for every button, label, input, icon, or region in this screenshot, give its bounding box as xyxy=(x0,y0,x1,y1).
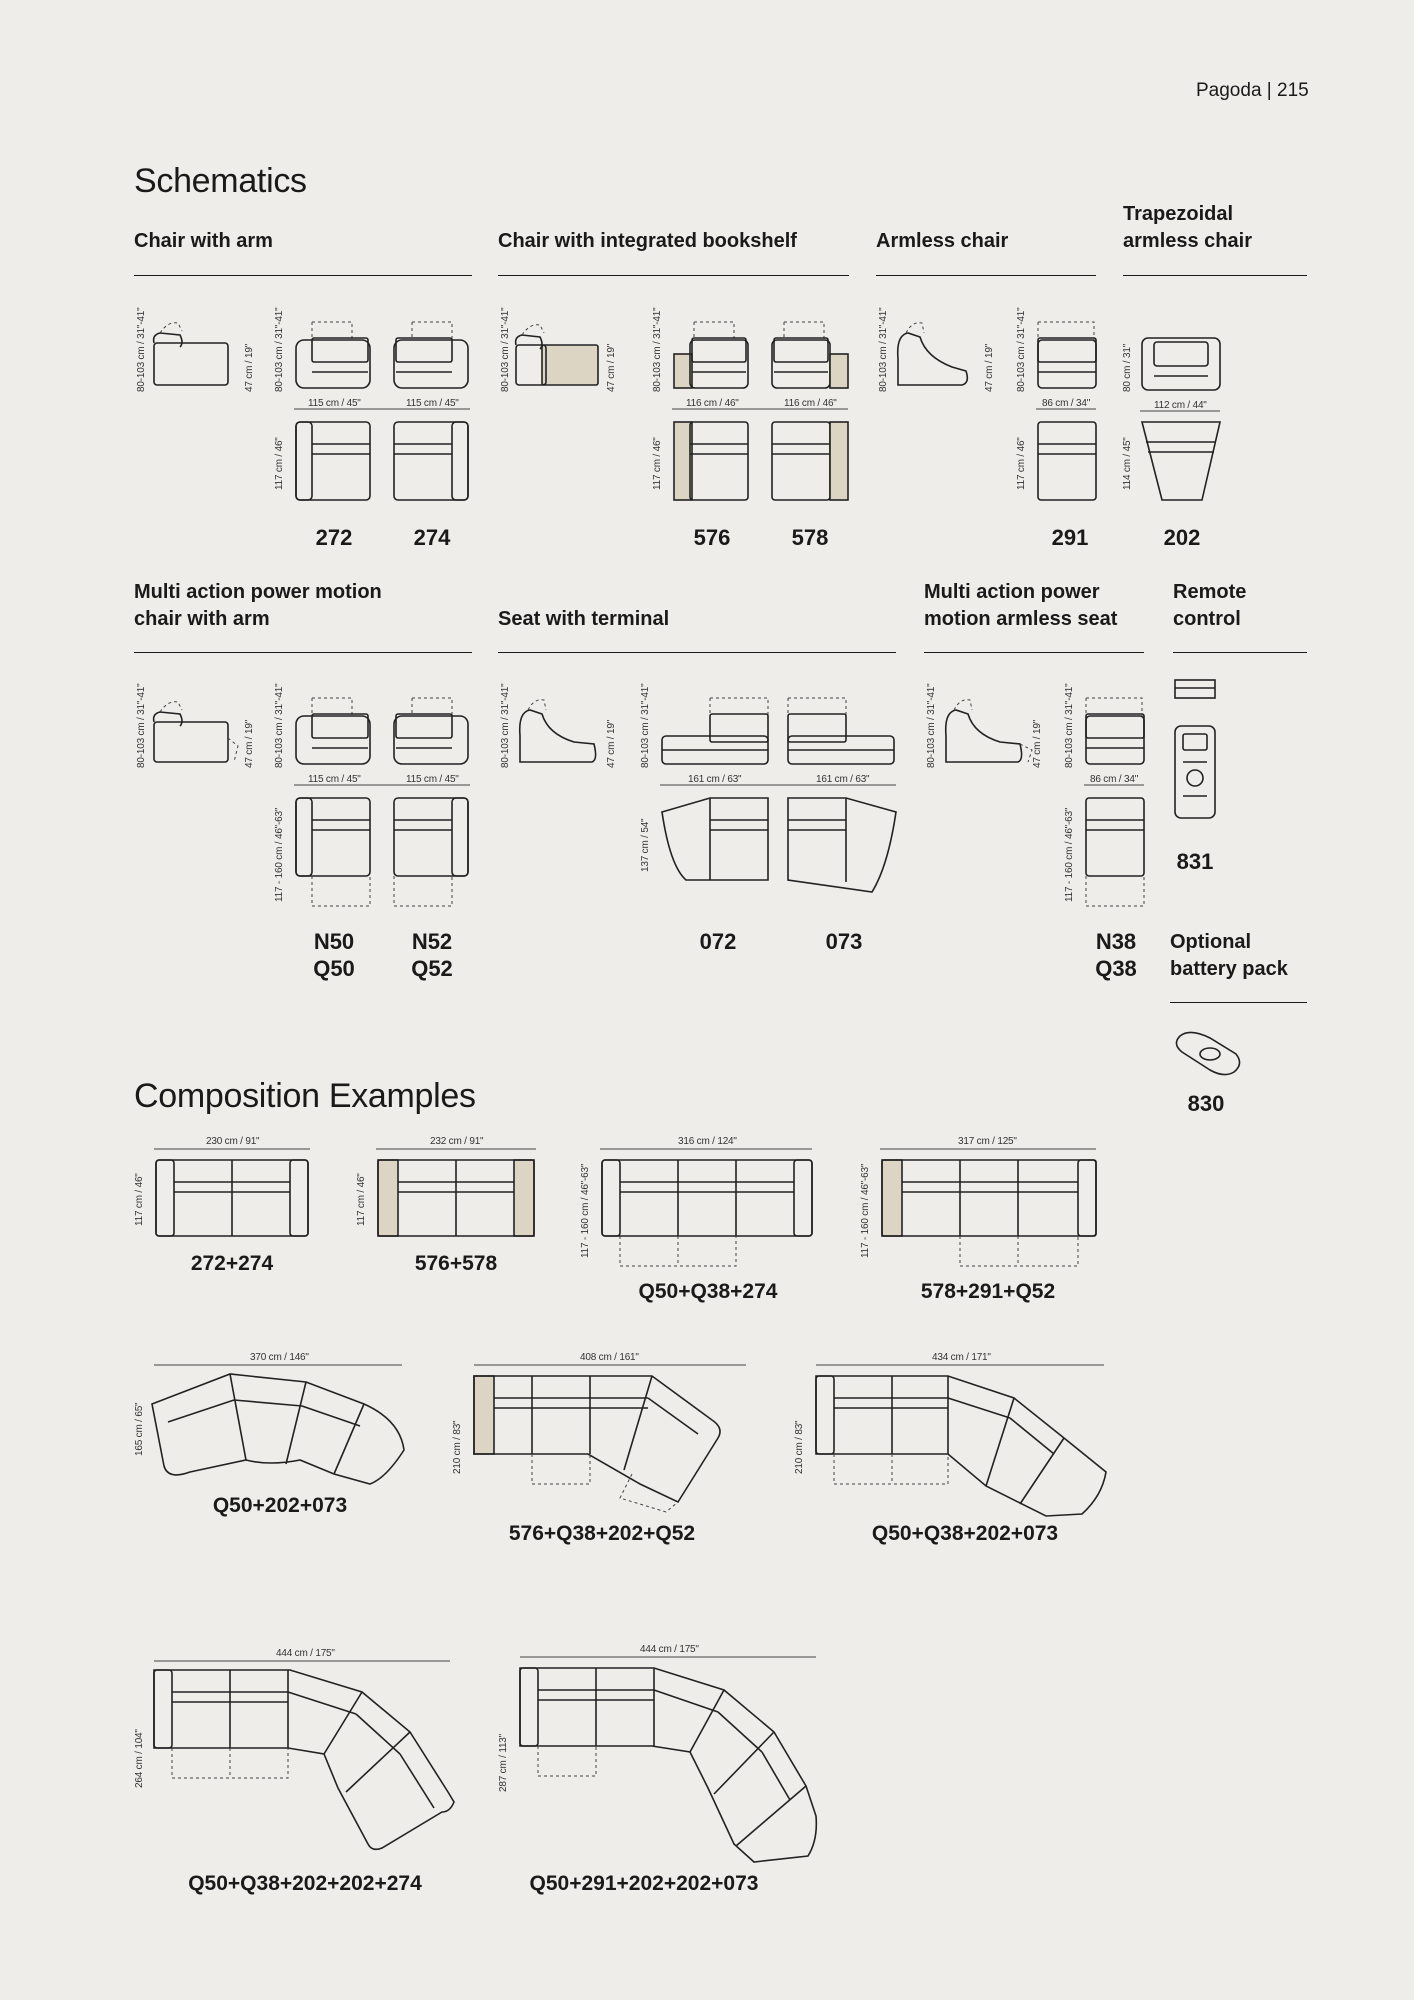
battery-pack-drawing xyxy=(1170,1028,1244,1082)
code-830: 830 xyxy=(1187,1091,1225,1116)
top-view-072 xyxy=(660,796,770,894)
divider xyxy=(498,275,849,276)
top-view-073 xyxy=(786,796,898,894)
code-291: 291 xyxy=(1051,525,1089,550)
front-view-N38 xyxy=(1084,696,1148,768)
dim-line xyxy=(154,1364,406,1368)
code-N52: N52 xyxy=(411,929,453,954)
dim-seat-height: 47 cm / 19" xyxy=(1032,719,1043,768)
side-view-multi-armless xyxy=(940,692,1036,772)
dim-line xyxy=(474,1364,750,1368)
code-Q50: Q50 xyxy=(313,956,355,981)
dim-width-272: 115 cm / 45" xyxy=(308,398,361,409)
dim-width-576: 116 cm / 46" xyxy=(686,398,739,409)
comp-label: 576+578 xyxy=(414,1252,498,1275)
code-831: 831 xyxy=(1176,849,1214,874)
dim-height-front: 80-103 cm / 31"-41" xyxy=(1016,307,1027,392)
category-seat-with-terminal: Seat with terminal xyxy=(498,608,670,630)
category-trapezoidal: Trapezoidal armless chair xyxy=(1123,203,1252,252)
top-view-N52 xyxy=(392,796,472,910)
dim-seat-height: 47 cm / 19" xyxy=(244,343,255,392)
comp-Q50-291-202-202-073 xyxy=(518,1666,822,1862)
front-view-202 xyxy=(1140,334,1224,394)
dim-height: 80-103 cm / 31"-41" xyxy=(926,683,937,768)
side-view-multi-arm xyxy=(150,692,240,772)
divider xyxy=(924,652,1144,653)
side-view-chair-with-arm xyxy=(150,315,240,395)
side-view-armless xyxy=(892,315,982,395)
dim-height-front: 80-103 cm / 31"-41" xyxy=(274,307,285,392)
front-view-578 xyxy=(770,320,850,392)
comp-label: 272+274 xyxy=(190,1252,274,1275)
dim-width-N38: 86 cm / 34" xyxy=(1090,774,1139,785)
category-multi-action-arm: Multi action power motion chair with arm xyxy=(134,581,382,630)
dim-height-202: 80 cm / 31" xyxy=(1122,343,1133,392)
comp-label: Q50+Q38+202+073 xyxy=(871,1522,1059,1545)
code-072: 072 xyxy=(699,929,737,954)
dim-width-072: 161 cm / 63" xyxy=(688,774,742,785)
comp-width: 370 cm / 146" xyxy=(250,1352,309,1363)
dim-depth: 117 cm / 46" xyxy=(274,437,285,490)
comp-width: 317 cm / 125" xyxy=(958,1136,1017,1147)
divider xyxy=(134,275,472,276)
comp-Q50-Q38-202-202-274 xyxy=(152,1668,456,1852)
dim-width-274: 115 cm / 45" xyxy=(406,398,459,409)
dim-depth-202: 114 cm / 45" xyxy=(1122,437,1133,490)
category-chair-with-arm: Chair with arm xyxy=(134,230,273,252)
comp-depth: 210 cm / 83" xyxy=(452,1420,463,1474)
divider xyxy=(1123,275,1307,276)
top-view-N38 xyxy=(1084,796,1148,910)
dim-line xyxy=(294,408,474,412)
dim-line xyxy=(520,1656,820,1660)
dim-height-front: 80-103 cm / 31"-41" xyxy=(274,683,285,768)
comp-Q50-Q38-202-073 xyxy=(814,1374,1110,1528)
code-N50: N50 xyxy=(313,929,355,954)
dim-line xyxy=(1036,408,1100,412)
dim-seat-height: 47 cm / 19" xyxy=(984,343,995,392)
dim-width-202: 112 cm / 44" xyxy=(1154,400,1207,411)
comp-width: 232 cm / 91" xyxy=(430,1136,484,1147)
dim-height: 80-103 cm / 31"-41" xyxy=(500,307,511,392)
front-view-N52 xyxy=(392,696,472,768)
dim-depth: 117 - 160 cm / 46"-63" xyxy=(274,807,285,902)
dim-line xyxy=(880,1148,1100,1152)
comp-576-578 xyxy=(376,1158,540,1240)
comp-depth: 264 cm / 104" xyxy=(134,1729,145,1788)
comp-578-291-Q52 xyxy=(880,1158,1100,1270)
dim-depth: 117 cm / 46" xyxy=(652,437,663,490)
dim-line xyxy=(1084,784,1148,788)
dim-line xyxy=(600,1148,816,1152)
dim-width-578: 116 cm / 46" xyxy=(784,398,837,409)
dim-height-front: 80-103 cm / 31"-41" xyxy=(652,307,663,392)
dim-height: 80-103 cm / 31"-41" xyxy=(136,307,147,392)
front-view-272 xyxy=(294,320,374,392)
code-274: 274 xyxy=(413,525,451,550)
front-view-576 xyxy=(672,320,752,392)
divider xyxy=(134,652,472,653)
top-view-291 xyxy=(1036,420,1100,504)
top-view-578 xyxy=(770,420,850,504)
comp-width: 408 cm / 161" xyxy=(580,1352,639,1363)
top-view-576 xyxy=(672,420,752,504)
dim-seat-height: 47 cm / 19" xyxy=(244,719,255,768)
code-202: 202 xyxy=(1163,525,1201,550)
code-N38: N38 xyxy=(1095,929,1137,954)
comp-depth: 287 cm / 113" xyxy=(498,1733,509,1792)
dim-seat-height: 47 cm / 19" xyxy=(606,343,617,392)
dim-width-N52: 115 cm / 45" xyxy=(406,774,459,785)
divider xyxy=(498,652,896,653)
dim-line xyxy=(672,408,852,412)
dim-line xyxy=(154,1660,454,1664)
comp-Q50-Q38-274 xyxy=(600,1158,816,1270)
code-578: 578 xyxy=(791,525,829,550)
comp-width: 444 cm / 175" xyxy=(276,1648,335,1659)
dim-height-front: 80-103 cm / 31"-41" xyxy=(640,683,651,768)
dim-width-291: 86 cm / 34" xyxy=(1042,398,1091,409)
code-Q38: Q38 xyxy=(1095,956,1137,981)
remote-control-drawing xyxy=(1173,678,1217,824)
compositions-title: Composition Examples xyxy=(134,1077,476,1115)
divider xyxy=(1173,652,1307,653)
front-view-072 xyxy=(660,696,770,768)
dim-line xyxy=(154,1148,314,1152)
dim-line xyxy=(376,1148,540,1152)
comp-272-274 xyxy=(154,1158,314,1240)
category-bookshelf: Chair with integrated bookshelf xyxy=(498,230,797,252)
page-header: Pagoda | 215 xyxy=(1196,80,1309,101)
code-576: 576 xyxy=(693,525,731,550)
comp-depth: 117 cm / 46" xyxy=(356,1173,367,1226)
schematics-title: Schematics xyxy=(134,162,307,200)
comp-depth: 117 cm / 46" xyxy=(134,1173,145,1226)
dim-height: 80-103 cm / 31"-41" xyxy=(878,307,889,392)
dim-line xyxy=(660,784,900,788)
category-armless: Armless chair xyxy=(876,230,1009,252)
dim-depth: 117 - 160 cm / 46"-63" xyxy=(1064,807,1075,902)
top-view-272 xyxy=(294,420,374,504)
comp-depth: 117 - 160 cm / 46"-63" xyxy=(860,1163,871,1258)
comp-depth: 210 cm / 83" xyxy=(794,1420,805,1474)
code-272: 272 xyxy=(315,525,353,550)
dim-depth: 117 cm / 46" xyxy=(1016,437,1027,490)
front-view-274 xyxy=(392,320,472,392)
comp-width: 316 cm / 124" xyxy=(678,1136,737,1147)
top-view-202 xyxy=(1140,420,1224,504)
comp-label: Q50+202+073 xyxy=(212,1494,348,1517)
comp-Q50-202-073 xyxy=(150,1370,410,1494)
dim-seat-height: 47 cm / 19" xyxy=(606,719,617,768)
comp-576-Q38-202-Q52 xyxy=(472,1374,752,1514)
comp-label: 578+291+Q52 xyxy=(920,1280,1056,1303)
front-view-291 xyxy=(1036,320,1100,392)
comp-label: 576+Q38+202+Q52 xyxy=(508,1522,696,1545)
code-073: 073 xyxy=(825,929,863,954)
comp-label: Q50+291+202+202+073 xyxy=(529,1872,759,1895)
dim-height: 80-103 cm / 31"-41" xyxy=(136,683,147,768)
dim-line xyxy=(294,784,474,788)
dim-width-073: 161 cm / 63" xyxy=(816,774,870,785)
side-view-terminal xyxy=(514,692,604,772)
comp-label: Q50+Q38+202+202+274 xyxy=(188,1872,422,1895)
dim-line xyxy=(816,1364,1108,1368)
comp-width: 230 cm / 91" xyxy=(206,1136,260,1147)
dim-depth-terminal: 137 cm / 54" xyxy=(640,818,651,872)
dim-width-N50: 115 cm / 45" xyxy=(308,774,361,785)
divider xyxy=(1170,1002,1307,1003)
category-battery-pack: Optional battery pack xyxy=(1170,931,1288,980)
side-view-bookshelf xyxy=(514,315,604,395)
category-multi-action-armless: Multi action power motion armless seat xyxy=(924,581,1118,630)
comp-label: Q50+Q38+274 xyxy=(638,1280,778,1303)
dim-height-front: 80-103 cm / 31"-41" xyxy=(1064,683,1075,768)
dim-line xyxy=(1140,410,1224,414)
divider xyxy=(876,275,1096,276)
top-view-N50 xyxy=(294,796,374,910)
top-view-274 xyxy=(392,420,472,504)
comp-depth: 165 cm / 65" xyxy=(134,1402,145,1456)
front-view-073 xyxy=(786,696,896,768)
dim-height: 80-103 cm / 31"-41" xyxy=(500,683,511,768)
front-view-N50 xyxy=(294,696,374,768)
comp-depth: 117 - 160 cm / 46"-63" xyxy=(580,1163,591,1258)
comp-width: 444 cm / 175" xyxy=(640,1644,699,1655)
comp-width: 434 cm / 171" xyxy=(932,1352,991,1363)
code-Q52: Q52 xyxy=(411,956,453,981)
category-remote-control: Remote control xyxy=(1173,581,1247,630)
